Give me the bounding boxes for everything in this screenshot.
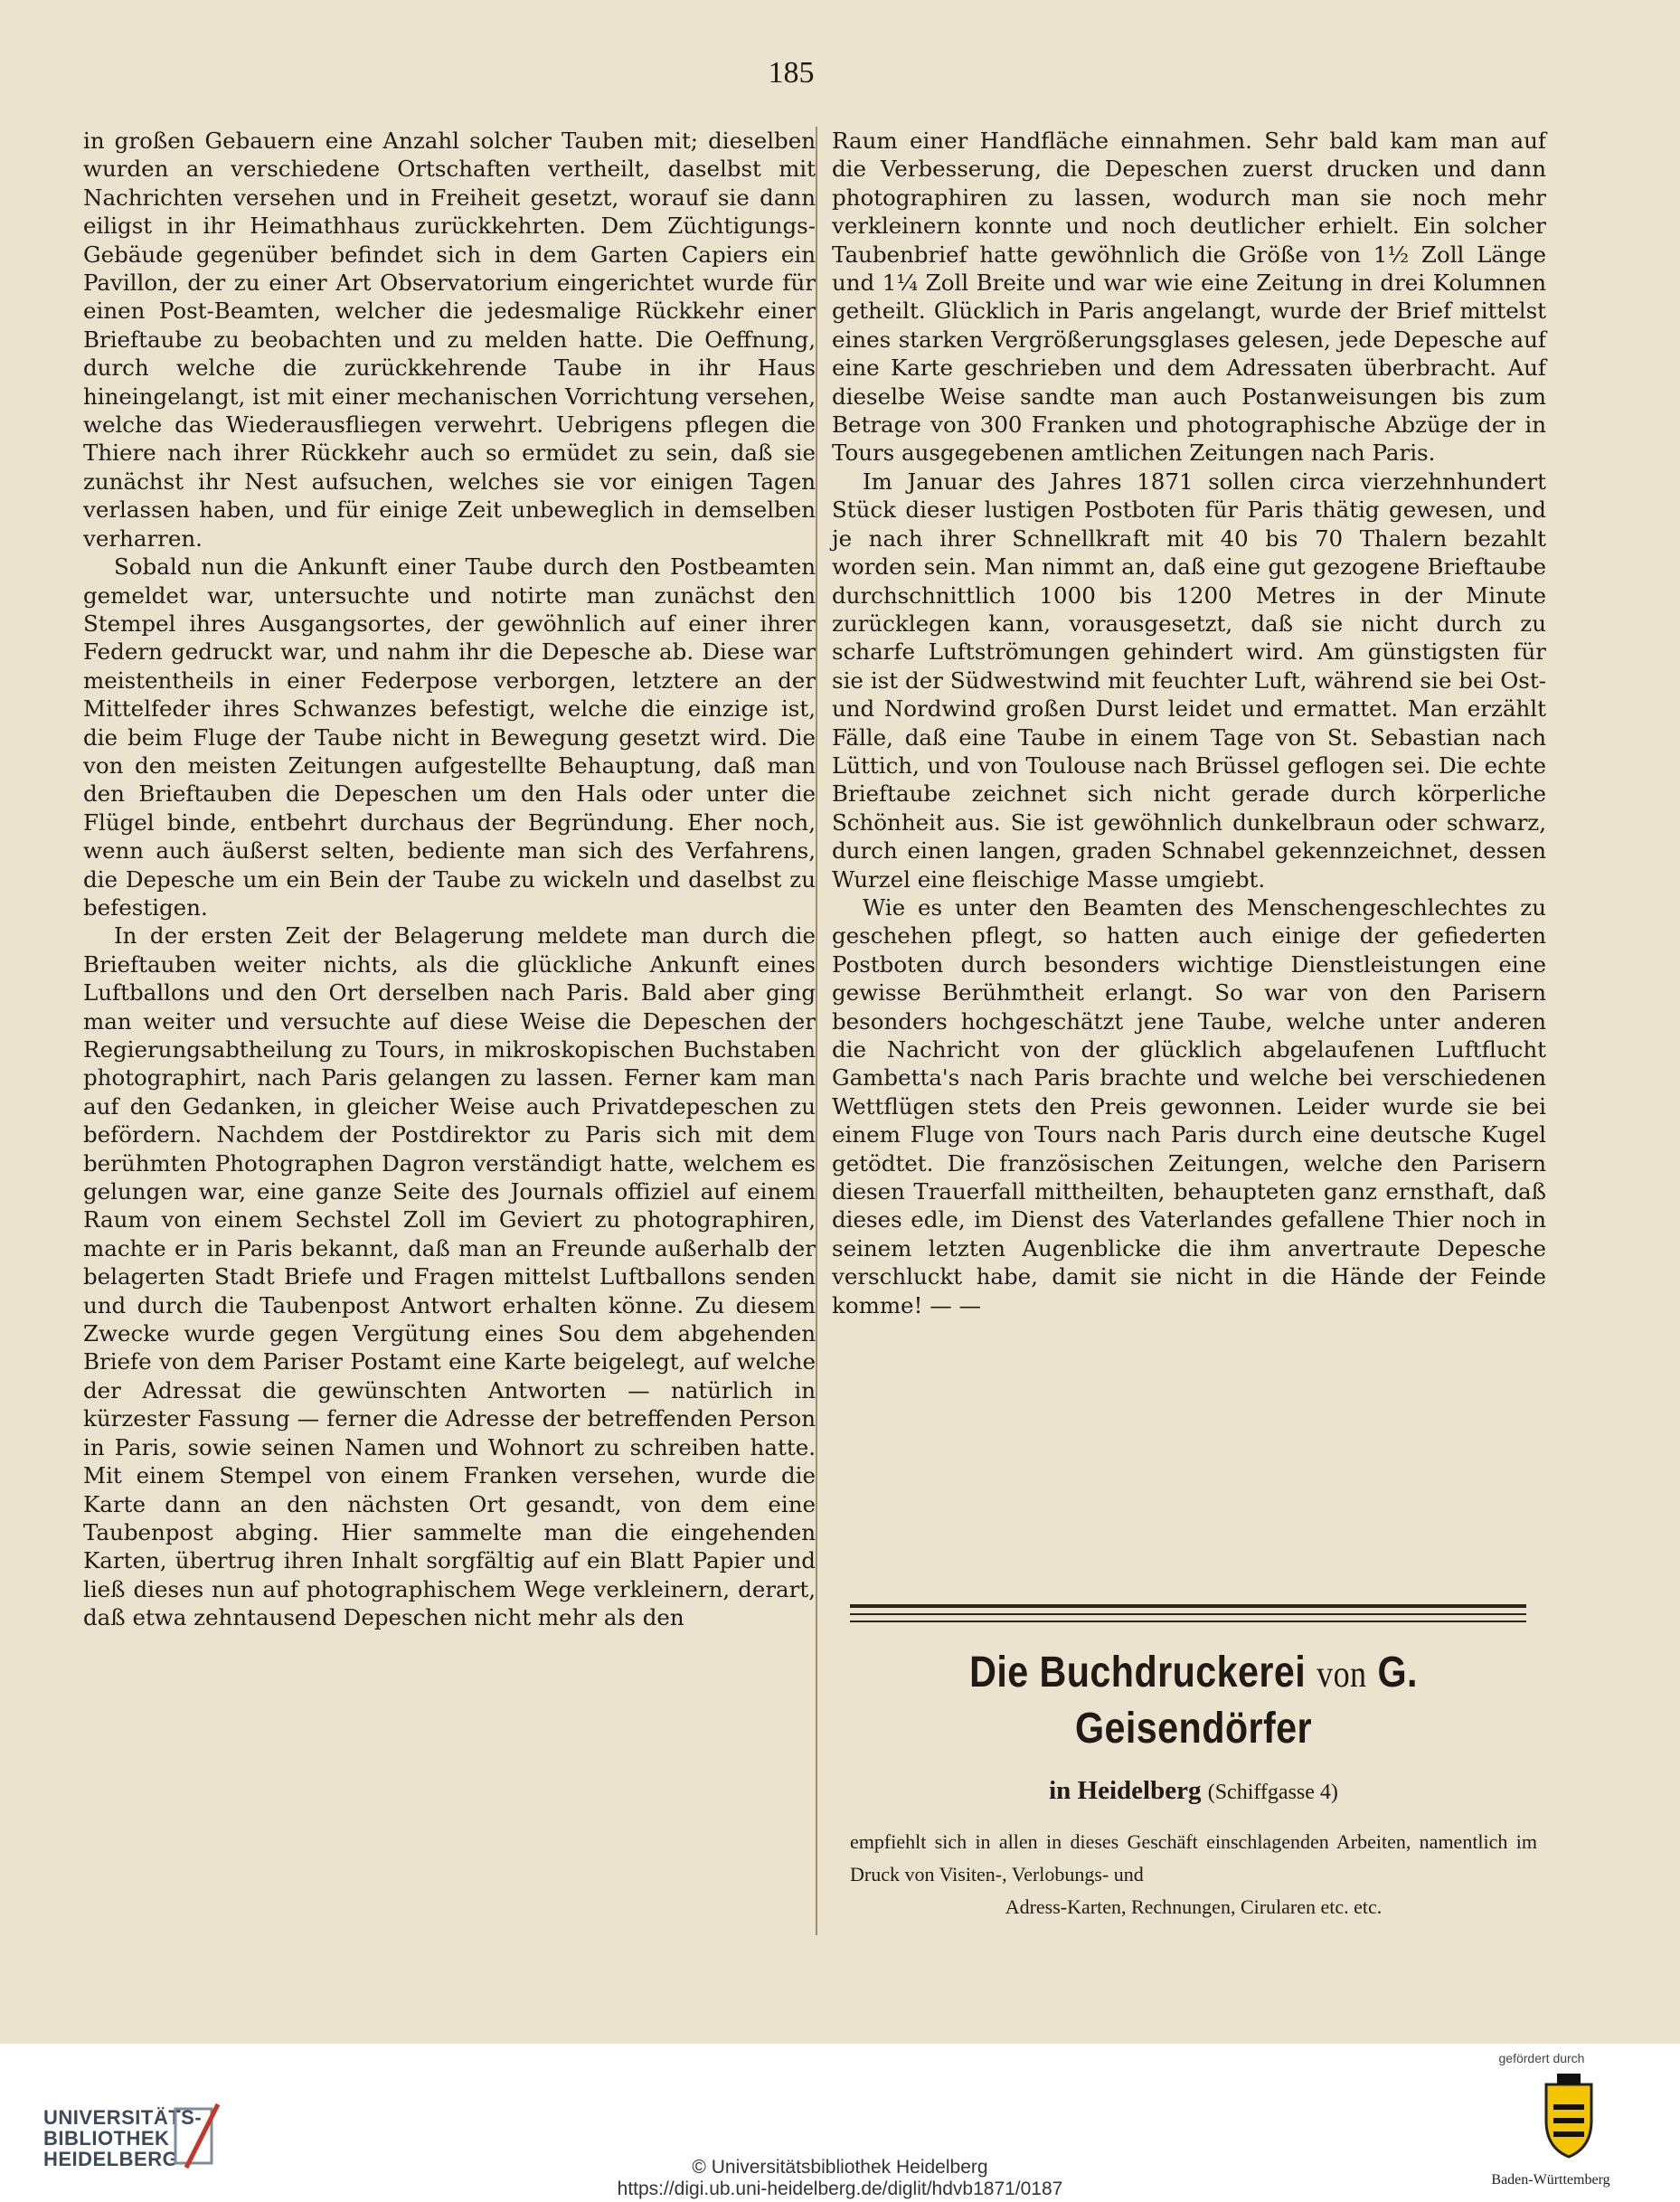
paragraph: in großen Gebauern eine Anzahl solcher Tauben mit; dieselben wurden an verschiedene Ortschaften vertheilt, daselbst mit Nachrichten versehen und in Freiheit gesetzt, worauf sie dann eiligst in ihr Heimathhaus zurückkehrten. Dem Züchtigungs-Gebäude gegenüber befindet sich in dem Garten Capiers ein Pavillon, der zu einer Art Observatorium eingerichtet wurde für einen Post-Beamten, welcher die jedesmalige Rückkehr einer Brieftaube zu beobachten und zu melden hatte. Die Oeffnung, durch welche die zurückkehrende Taube in ihr Haus hineingelangt, ist mit einer mechanischen Vorrichtung versehen, welche das Wiederausfliegen verwehrt. Uebrigens pflegen die Thiere nach ihrer Rückkehr auch so ermüdet zu sein, daß sie zunächst ihr Nest aufsuchen, welches sie vor einigen Tagen verlassen haben, und für einige Zeit unbeweglich in demselben verharren. [83,128,816,552]
advertisement-title: Die Buchdruckerei von G. Geisendörfer [969,1649,1418,1753]
paragraph: Raum einer Handfläche einnahmen. Sehr bald kam man auf die Verbesserung, die Depeschen zuerst drucken und dann photographiren zu lassen, wodurch man sie noch mehr verkleinern konnte und noch deutlicher erhielt. Ein solcher Taubenbrief hatte gewöhnlich die Größe von 1½ Zoll Länge und 1¼ Zoll Breite und war wie eine Zeitung in drei Kolumnen getheilt. Glücklich in Paris angelangt, wurde der Brief mittelst eines starken Vergrößerungsglases gelesen, jede Depesche auf eine Karte geschrieben und dem Adressaten überbracht. Auf dieselbe Weise sandte man auch Postanweisungen bis zum Betrage von 300 Franken und photographische Abzüge der in Tours ausgegebenen amtlichen Zeitungen nach Paris. [832,128,1546,467]
library-name-line: UNIVERSITÄTS- [43,2106,203,2129]
sponsor-name: Baden-Württemberg [1491,2172,1610,2188]
column-divider [816,127,817,1935]
paragraph: Wie es unter den Beamten des Menschengeschlechtes zu geschehen pflegt, so hatten auch einige der gefiederten Postboten durch besonders wichtige Dienstleistungen eine gewisse Berühmtheit erlangt. So war von den Parisern besonders hochgeschätzt jene Taube, welche unter anderen die Nachricht von der glücklich abgelaufenen Luftflucht Gambetta's nach Paris brachte und welche bei verschiedenen Wettflügen stets den Preis gewonnen. Leider wurde sie bei einem Fluge von Tours nach Paris durch eine deutsche Kugel getödtet. Die französischen Zeitungen, welche den Parisern diesen Trauerfall mittheilten, behaupteten ganz ernsthaft, daß dieses edle, im Dienst des Vaterlandes gefallene Thier noch in seinem letzten Augenblicke die ihm anvertraute Depesche verschluckt habe, damit sie nicht in die Hände der Feinde komme! — — [832,893,1546,1318]
library-name-line: HEIDELBERG [43,2148,179,2170]
advertisement-location: in Heidelberg (Schiffgasse 4) [1049,1776,1338,1805]
separator-rule [850,1621,1526,1622]
baden-wuerttemberg-emblem-icon[interactable] [1537,2071,1600,2161]
footer-copyright: © Universitätsbibliothek Heidelberg https://digi.ub.uni-heidelberg.de/diglit/hdvb1871/0187 [0,2157,1680,2200]
right-column [832,127,1546,1319]
separator-rule [850,1613,1526,1615]
paragraph: Im Januar des Jahres 1871 sollen circa vierzehnhundert Stück dieser lustigen Postboten für Paris thätig gewesen, und je nach ihrer Schnellkraft mit 40 bis 70 Thalern bezahlt worden sein. Man nimmt an, daß eine gut gezogene Brieftaube durchschnittlich 1000 bis 1200 Metres in der Minute zurücklegen kann, vorausgesetzt, daß sie nicht durch zu scharfe Luftströmungen gehindert wird. Am günstigsten für sie ist der Südwestwind mit feuchter Luft, während sie bei Ost- und Nordwind großen Durst leidet und ermattet. Man erzählt Fälle, daß eine Taube in einem Tage von St. Sebastian nach Lüttich, und von Toulouse nach Brüssel geflogen sei. Die echte Brieftaube zeichnet sich nicht gerade durch körperliche Schönheit aus. Sie ist gewöhnlich dunkelbraun oder schwarz, durch einen langen, graden Schnabel gekennzeichnet, dessen Wurzel eine fleischige Masse umgiebt. [832,468,1546,893]
sponsor-label: gefördert durch [1498,2051,1585,2065]
left-column [83,127,816,1632]
permalink[interactable]: https://digi.ub.uni-heidelberg.de/diglit/hdvb1871/0187 [617,2178,1063,2199]
separator-rule [850,1604,1526,1608]
paragraph: Sobald nun die Ankunft einer Taube durch den Postbeamten gemeldet war, untersuchte und notirte man zunächst den Stempel ihres Ausgangsortes, der gewöhnlich auf einer ihrer Federn gedruckt war, und nahm ihr die Depesche ab. Diese war meistentheils in einer Federpose verborgen, letztere an der Mittelfeder ihres Schwanzes befestigt, welche die einzige ist, die beim Fluge der Taube nicht in Bewegung gesetzt wird. Die von den meisten Zeitungen aufgestellte Behauptung, daß man den Brieftauben die Depeschen um den Hals oder unter die Flügel binde, entbehrt durchaus der Begründung. Eher noch, wenn auch äußerst selten, bediente man sich des Verfahrens, die Depesche um ein Bein der Taube zu wickeln und daselbst zu befestigen. [83,553,816,921]
library-name-line: BIBLIOTHEK [43,2127,170,2150]
page-number: 185 [768,56,815,90]
paragraph: In der ersten Zeit der Belagerung meldete man durch die Brieftauben weiter nichts, als die glückliche Ankunft eines Luftballons und den Ort derselben nach Paris. Bald aber ging man weiter und versuchte auf diese Weise die Depeschen der Regierungsabtheilung zu Tours, in mikroskopischen Buchstaben photographirt, nach Paris gelangen zu lassen. Ferner kam man auf den Gedanken, in gleicher Weise auch Privatdepeschen zu befördern. Nachdem der Postdirektor zu Paris sich mit dem berühmten Photographen Dagron verständigt hatte, welchem es gelungen war, eine ganze Seite des Journals offiziel auf einem Raum von einem Sechstel Zoll im Geviert zu photographiren, machte er in Paris bekannt, daß man an Freunde außerhalb der belagerten Stadt Briefe und Fragen mittelst Luftballons senden und durch die Taubenpost Antwort erhalten könne. Zu diesem Zwecke wurde gegen Vergütung eines Sou dem abgehenden Briefe von dem Pariser Postamt eine Karte beigelegt, auf welche der Adressat die gewünschten Antworten — natürlich in kürzester Fassung — ferner die Adresse der betreffenden Person in Paris, sowie seinen Namen und Wohnort zu schreiben hatte. Mit einem Stempel von einem Franken versehen, wurde die Karte dann an den nächsten Ort gesandt, von dem eine Taubenpost abging. Hier sammelte man die eingehenden Karten, übertrug ihren Inhalt sorgfältig auf ein Blatt Papier und ließ dieses nun auf photographischem Wege verkleinern, derart, daß etwa zehntausend Depeschen nicht mehr als den [83,922,816,1631]
advertisement [841,1646,1546,1923]
advertisement-body: empfiehlt sich in allen in dieses Geschäft einschlagenden Arbeiten, namentlich im Druck von Visiten-, Verlobungs- und Adress-Karten, Rechnungen, Cirularen etc. etc. [850,1830,1537,1918]
